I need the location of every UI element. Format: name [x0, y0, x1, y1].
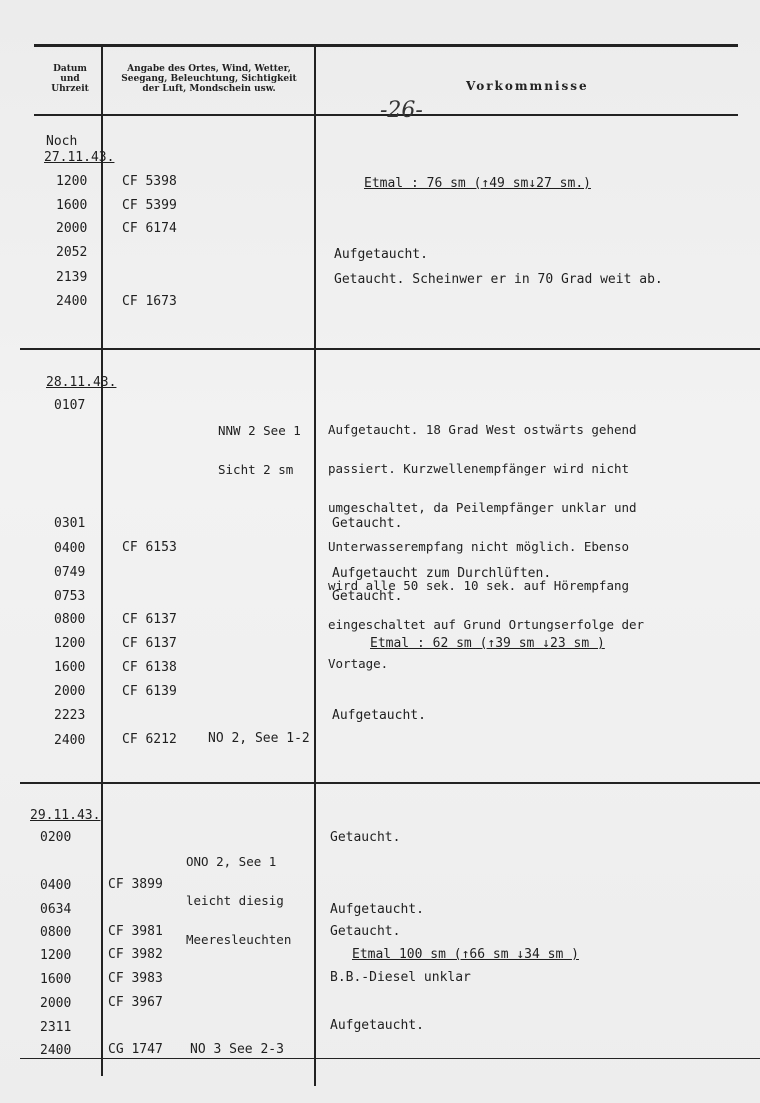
s1-time-1600: 1600 [56, 198, 88, 213]
s3-time-0400: 0400 [40, 878, 72, 893]
s2-etmal: Etmal : 62 sm (↑39 sm ↓23 sm ) [370, 636, 605, 651]
s3-event-2311: Aufgetaucht. [330, 1018, 424, 1033]
s1-time-2000: 2000 [56, 221, 88, 236]
s2-time-0107: 0107 [54, 398, 86, 413]
s2-weather-2400: NO 2, See 1-2 [208, 731, 310, 746]
s1-pos-1200: CF 5398 [122, 174, 177, 189]
s2-pos-1200: CF 6137 [122, 636, 177, 651]
s2-time-0753: 0753 [54, 589, 86, 604]
s3-time-1200: 1200 [40, 948, 72, 963]
s3-event-0200: Getaucht. [330, 830, 401, 845]
s2-time-2400: 2400 [54, 733, 86, 748]
s1-event-2139: Getaucht. Scheinwer er in 70 Grad weit ab. [334, 272, 663, 287]
s1-event-2052: Aufgetaucht. [334, 247, 428, 262]
s3-pos-2400: CG 1747 [108, 1042, 163, 1057]
s1-time-1200: 1200 [56, 174, 88, 189]
section1-label: Noch [46, 134, 78, 149]
s1-time-2052: 2052 [56, 245, 88, 260]
s3-etmal: Etmal 100 sm (↑66 sm ↓34 sm ) [352, 947, 579, 962]
s3-event-0800: Getaucht. [330, 924, 401, 939]
section2-date: 28.11.43. [46, 375, 117, 390]
column-divider-date [101, 46, 103, 1076]
s2-event-0107: Aufgetaucht. 18 Grad West ostwärts gehend passiert. Kurzwellenempfänger wird nicht umgeschaltet, da Peilempfänger unklar und Unterwasserempfang nicht möglich. Ebenso wird alle 50 sek. 10 sek. auf Hörempfang eingeschaltet auf Grund Ortungserfolge der Vortage. [328, 422, 645, 671]
s2-pos-0800: CF 6137 [122, 612, 177, 627]
s3-time-2400: 2400 [40, 1043, 72, 1058]
header-date: Datum und Uhrzeit [51, 64, 89, 94]
header-events: Vorkommnisse [466, 79, 589, 93]
s3-event-1600: B.B.-Diesel unklar [330, 970, 471, 985]
bottom-rule [20, 1058, 760, 1059]
s3-weather-0200: ONO 2, See 1 leicht diesig Meeresleuchten [186, 854, 292, 947]
s3-pos-2000: CF 3967 [108, 995, 163, 1010]
s3-weather-2400: NO 3 See 2-3 [190, 1042, 284, 1057]
s3-pos-0800: CF 3981 [108, 924, 163, 939]
s3-pos-0400: CF 3899 [108, 877, 163, 892]
column-divider-place [314, 46, 316, 1086]
s2-pos-0400: CF 6153 [122, 540, 177, 555]
s1-pos-2000: CF 6174 [122, 221, 177, 236]
s3-time-1600: 1600 [40, 972, 72, 987]
s1-time-2139: 2139 [56, 270, 88, 285]
s2-time-1200: 1200 [54, 636, 86, 651]
section3-date: 29.11.43. [30, 808, 101, 823]
section-divider-1 [20, 348, 760, 350]
s2-event-0753: Getaucht. [332, 589, 403, 604]
s3-pos-1600: CF 3983 [108, 971, 163, 986]
s3-event-0634: Aufgetaucht. [330, 902, 424, 917]
s2-time-2223: 2223 [54, 708, 86, 723]
s2-time-0301: 0301 [54, 516, 86, 531]
s2-pos-2400: CF 6212 [122, 732, 177, 747]
s2-time-0400: 0400 [54, 541, 86, 556]
s3-time-2311: 2311 [40, 1020, 72, 1035]
s2-pos-1600: CF 6138 [122, 660, 177, 675]
s2-time-0749: 0749 [54, 565, 86, 580]
s2-time-1600: 1600 [54, 660, 86, 675]
s2-event-2223: Aufgetaucht. [332, 708, 426, 723]
s3-time-0634: 0634 [40, 902, 72, 917]
s1-pos-1600: CF 5399 [122, 198, 177, 213]
section1-date: 27.11.43. [44, 150, 115, 165]
s2-time-2000: 2000 [54, 684, 86, 699]
header-place: Angabe des Ortes, Wind, Wetter, Seegang, Beleuchtung, Sichtigkeit der Luft, Mondschein usw. [121, 64, 297, 94]
s2-time-0800: 0800 [54, 612, 86, 627]
s2-event-0749: Aufgetaucht zum Durchlüften. [332, 566, 552, 581]
s3-pos-1200: CF 3982 [108, 947, 163, 962]
s3-time-2000: 2000 [40, 996, 72, 1011]
s2-pos-2000: CF 6139 [122, 684, 177, 699]
top-rule [34, 44, 738, 47]
section-divider-2 [20, 782, 760, 784]
s1-time-2400: 2400 [56, 294, 88, 309]
s2-event-0301: Getaucht. [332, 516, 403, 531]
s2-weather-0107: NNW 2 See 1 Sicht 2 sm [218, 423, 301, 477]
s1-etmal: Etmal : 76 sm (↑49 sm↓27 sm.) [364, 176, 591, 191]
s3-time-0200: 0200 [40, 830, 72, 845]
s1-pos-2400: CF 1673 [122, 294, 177, 309]
page-number: -26- [380, 98, 423, 123]
s3-time-0800: 0800 [40, 925, 72, 940]
